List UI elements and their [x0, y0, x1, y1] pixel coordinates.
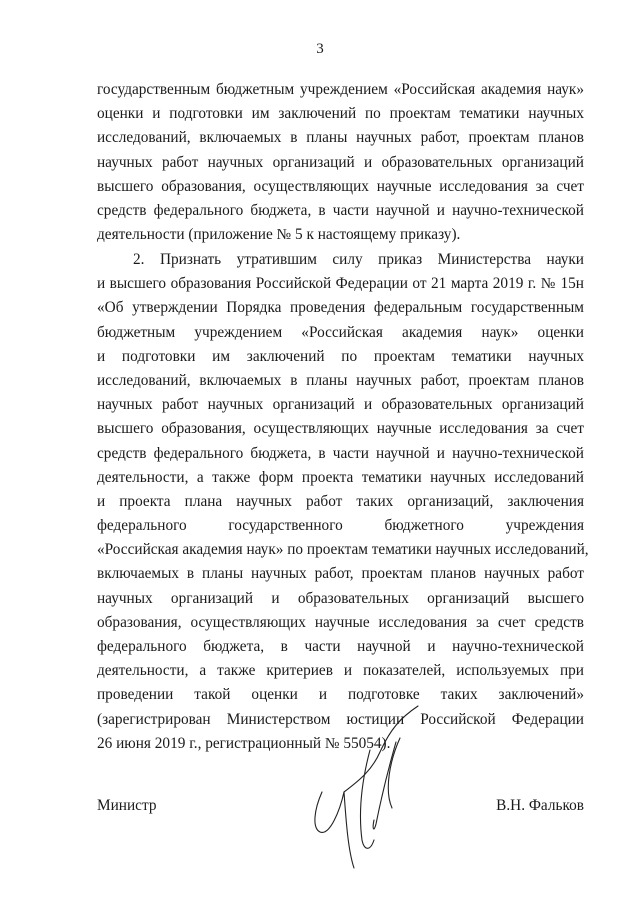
text-line: деятельности, а также критериев и показателей, используемых при [97, 662, 584, 680]
text-line: научных работ научных организаций и образовательных организаций [97, 396, 584, 414]
text-line: включаемых в планы научных работ, проектам планов научных работ [97, 565, 584, 583]
text-line: 2. Признать утратившим силу приказ Министерства науки [133, 251, 584, 268]
text-line: образования, осуществляющих научные исследования за счет средств [97, 613, 584, 631]
text-line: и проекта плана научных работ таких организаций, заключения [97, 492, 584, 510]
text-line: научных организаций и образовательных организаций высшего [97, 589, 584, 607]
signatory-title: Министр [97, 797, 157, 814]
paragraph-1 [97, 78, 584, 247]
text-line: федерального государственного бюджетного учреждения [97, 517, 584, 535]
text-line: исследований, включаемых в планы научных работ, проектам планов [97, 129, 584, 147]
text-line: (зарегистрирован Министерством юстиции Российской Федерации [97, 710, 584, 728]
text-line: научных работ научных организаций и образовательных организаций [97, 153, 584, 171]
text-line: 26 июня 2019 г., регистрационный № 55054). [97, 734, 391, 752]
text-line: и подготовки им заключений по проектам тематики научных [97, 347, 584, 365]
text-line: и высшего образования Российской Федерации от 21 марта 2019 г. № 15н [97, 275, 584, 293]
text-line: проведении такой оценки и подготовке таких заключений» [97, 686, 584, 704]
handwritten-signature [300, 700, 430, 870]
text-line: средств федерального бюджета, в части научной и научно-технической [97, 444, 584, 462]
text-line: государственным бюджетным учреждением «Российская академия наук» [97, 81, 584, 98]
signatory-name: В.Н. Фальков [496, 797, 584, 814]
text-line: деятельности, а также форм проекта тематики научных исследований [97, 468, 584, 486]
text-line: оценки и подготовки им заключений по проектам тематики научных [97, 105, 584, 123]
text-line: «Об утверждении Порядка проведения федеральным государственным [97, 299, 584, 317]
page-number: 3 [316, 41, 324, 57]
text-line: бюджетным учреждением «Российская академия наук» оценки [97, 323, 584, 341]
text-line: высшего образования, осуществляющих научные исследования за счет [97, 420, 584, 438]
text-line: деятельности (приложение № 5 к настоящему приказу). [97, 226, 461, 244]
text-line: федерального бюджета, в части научной и научно-технической [97, 638, 584, 655]
text-line: высшего образования, осуществляющих научные исследования за счет [97, 177, 584, 195]
text-line: исследований, включаемых в планы научных работ, проектам планов [97, 371, 584, 389]
text-line: «Российская академия наук» по проектам тематики научных исследований, [97, 541, 589, 559]
paragraph-2 [97, 248, 589, 756]
text-line: средств федерального бюджета, в части научной и научно-технической [97, 201, 584, 219]
